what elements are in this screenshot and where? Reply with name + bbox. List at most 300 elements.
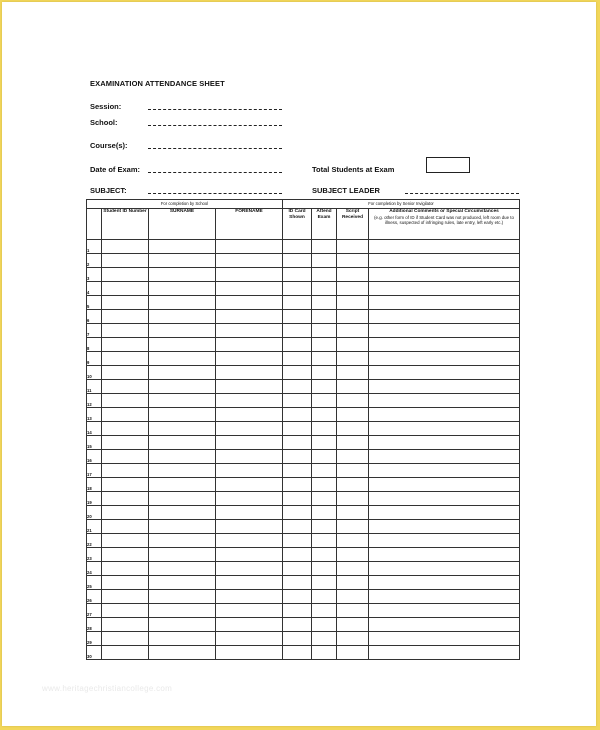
table-row [87,492,520,506]
attend-cell[interactable] [312,436,337,450]
id-card-cell[interactable] [283,506,312,520]
attend-cell[interactable] [312,380,337,394]
table-row [87,450,520,464]
script-cell[interactable] [337,240,369,254]
comments-cell[interactable] [369,618,520,632]
id-card-cell[interactable] [283,380,312,394]
id-card-cell[interactable] [283,324,312,338]
forename-cell[interactable] [216,590,283,604]
student-id-cell[interactable] [102,282,149,296]
script-cell[interactable] [337,380,369,394]
attend-cell[interactable] [312,352,337,366]
student-id-cell[interactable] [102,576,149,590]
forename-cell[interactable] [216,296,283,310]
comments-cell[interactable] [369,464,520,478]
script-cell[interactable] [337,324,369,338]
comments-cell[interactable] [369,646,520,660]
script-cell[interactable] [337,464,369,478]
student-id-cell[interactable] [102,366,149,380]
forename-cell[interactable] [216,548,283,562]
student-id-cell[interactable] [102,478,149,492]
forename-cell[interactable] [216,394,283,408]
table-row [87,646,520,660]
surname-cell[interactable] [149,324,216,338]
surname-cell[interactable] [149,604,216,618]
table-row [87,338,520,352]
comments-cell[interactable] [369,240,520,254]
script-cell[interactable] [337,576,369,590]
student-id-header: Student ID Number [102,209,149,240]
row-number: 17 [87,464,102,478]
script-cell[interactable] [337,534,369,548]
id-card-cell[interactable] [283,562,312,576]
comments-cell[interactable] [369,366,520,380]
row-number: 6 [87,310,102,324]
id-card-cell[interactable] [283,310,312,324]
table-row [87,380,520,394]
forename-cell[interactable] [216,450,283,464]
forename-cell[interactable] [216,254,283,268]
attend-cell[interactable] [312,520,337,534]
script-cell[interactable] [337,506,369,520]
row-number: 16 [87,450,102,464]
id-card-header: ID Card Shown [283,209,312,240]
id-card-cell[interactable] [283,478,312,492]
script-cell[interactable] [337,296,369,310]
table-row [87,282,520,296]
attend-cell[interactable] [312,422,337,436]
table-row [87,618,520,632]
student-id-cell[interactable] [102,338,149,352]
table-row [87,548,520,562]
comments-cell[interactable] [369,254,520,268]
surname-cell[interactable] [149,240,216,254]
forename-cell[interactable] [216,492,283,506]
table-row [87,436,520,450]
table-row [87,268,520,282]
script-cell[interactable] [337,520,369,534]
forename-cell[interactable] [216,520,283,534]
surname-cell[interactable] [149,562,216,576]
surname-cell[interactable] [149,338,216,352]
script-cell[interactable] [337,562,369,576]
surname-cell[interactable] [149,506,216,520]
attend-cell[interactable] [312,310,337,324]
watermark-text: www.heritagechristiancollege.com [42,684,173,693]
forename-cell[interactable] [216,436,283,450]
table-row [87,366,520,380]
forename-cell[interactable] [216,338,283,352]
table-row [87,464,520,478]
script-cell[interactable] [337,590,369,604]
surname-header: SURNAME [149,209,216,240]
student-id-cell[interactable] [102,590,149,604]
script-cell[interactable] [337,618,369,632]
student-id-cell[interactable] [102,310,149,324]
id-card-cell[interactable] [283,492,312,506]
surname-cell[interactable] [149,282,216,296]
forename-cell[interactable] [216,310,283,324]
forename-cell[interactable] [216,282,283,296]
surname-cell[interactable] [149,492,216,506]
attend-cell[interactable] [312,604,337,618]
table-row [87,408,520,422]
comments-cell[interactable] [369,338,520,352]
attend-cell[interactable] [312,296,337,310]
attendance-rows [87,240,520,660]
table-row [87,506,520,520]
surname-cell[interactable] [149,632,216,646]
attend-cell[interactable] [312,366,337,380]
comments-cell[interactable] [369,408,520,422]
student-id-cell[interactable] [102,534,149,548]
school-section-header: For completion by School [87,200,283,209]
table-row [87,520,520,534]
table-row [87,254,520,268]
row-number: 3 [87,268,102,282]
table-row [87,394,520,408]
script-cell[interactable] [337,646,369,660]
comments-cell[interactable] [369,506,520,520]
id-card-cell[interactable] [283,590,312,604]
forename-cell[interactable] [216,352,283,366]
comments-cell[interactable] [369,296,520,310]
attend-cell[interactable] [312,268,337,282]
table-row [87,604,520,618]
subject-leader-label: SUBJECT LEADER [312,186,380,195]
attend-cell[interactable] [312,408,337,422]
document-page [2,2,596,726]
surname-cell[interactable] [149,408,216,422]
attend-cell[interactable] [312,282,337,296]
subject-leader-line [405,193,519,194]
row-number-header [87,209,102,240]
script-cell[interactable] [337,632,369,646]
student-id-cell[interactable] [102,548,149,562]
script-cell[interactable] [337,604,369,618]
session-label: Session: [90,102,122,111]
surname-cell[interactable] [149,254,216,268]
row-number: 14 [87,422,102,436]
script-cell[interactable] [337,450,369,464]
forename-cell[interactable] [216,380,283,394]
table-row [87,310,520,324]
total-students-label: Total Students at Exam [312,165,395,174]
comments-subtitle: (e.g. other form of ID if Student Card was not produced, left room due to illness, suspected of infringing rules, late entry, left early etc.) [374,214,514,226]
comments-cell[interactable] [369,478,520,492]
attend-cell[interactable] [312,478,337,492]
row-number: 30 [87,646,102,660]
student-id-cell[interactable] [102,422,149,436]
surname-cell[interactable] [149,436,216,450]
surname-cell[interactable] [149,450,216,464]
table-row [87,632,520,646]
attend-cell[interactable] [312,548,337,562]
comments-header [369,209,520,240]
id-card-cell[interactable] [283,408,312,422]
table-row [87,324,520,338]
surname-cell[interactable] [149,268,216,282]
attend-cell[interactable] [312,324,337,338]
script-cell[interactable] [337,310,369,324]
student-id-cell[interactable] [102,324,149,338]
student-id-cell[interactable] [102,296,149,310]
script-cell[interactable] [337,436,369,450]
student-id-cell[interactable] [102,380,149,394]
session-line [148,109,282,110]
attend-cell[interactable] [312,576,337,590]
comments-cell[interactable] [369,450,520,464]
id-card-cell[interactable] [283,618,312,632]
table-row [87,576,520,590]
row-number: 1 [87,240,102,254]
comments-cell[interactable] [369,282,520,296]
surname-cell[interactable] [149,646,216,660]
forename-cell[interactable] [216,422,283,436]
forename-cell[interactable] [216,464,283,478]
surname-cell[interactable] [149,534,216,548]
comments-title: Additional Comments or Special Circumstances [389,209,499,214]
id-card-cell[interactable] [283,282,312,296]
attendance-table [86,199,520,660]
script-cell[interactable] [337,408,369,422]
table-row [87,296,520,310]
student-id-cell[interactable] [102,520,149,534]
forename-cell[interactable] [216,632,283,646]
student-id-cell[interactable] [102,464,149,478]
forename-cell[interactable] [216,604,283,618]
student-id-cell[interactable] [102,562,149,576]
date-of-exam-line [148,172,282,173]
id-card-cell[interactable] [283,394,312,408]
student-id-cell[interactable] [102,632,149,646]
forename-cell[interactable] [216,576,283,590]
surname-cell[interactable] [149,464,216,478]
comments-cell[interactable] [369,436,520,450]
forename-cell[interactable] [216,646,283,660]
script-cell[interactable] [337,282,369,296]
id-card-cell[interactable] [283,464,312,478]
script-header: Script Received [337,209,369,240]
row-number: 28 [87,618,102,632]
forename-cell[interactable] [216,506,283,520]
id-card-cell[interactable] [283,646,312,660]
id-card-cell[interactable] [283,296,312,310]
forename-cell[interactable] [216,366,283,380]
row-number: 13 [87,408,102,422]
forename-cell[interactable] [216,240,283,254]
row-number: 10 [87,366,102,380]
student-id-cell[interactable] [102,352,149,366]
student-id-cell[interactable] [102,646,149,660]
comments-cell[interactable] [369,590,520,604]
attend-cell[interactable] [312,338,337,352]
surname-cell[interactable] [149,296,216,310]
id-card-cell[interactable] [283,450,312,464]
forename-cell[interactable] [216,534,283,548]
student-id-cell[interactable] [102,408,149,422]
row-number: 21 [87,520,102,534]
script-cell[interactable] [337,366,369,380]
attend-cell[interactable] [312,394,337,408]
row-number: 20 [87,506,102,520]
row-number: 19 [87,492,102,506]
id-card-cell[interactable] [283,534,312,548]
table-row [87,534,520,548]
forename-cell[interactable] [216,324,283,338]
row-number: 8 [87,338,102,352]
surname-cell[interactable] [149,366,216,380]
date-of-exam-label: Date of Exam: [90,165,141,174]
surname-cell[interactable] [149,618,216,632]
attend-cell[interactable] [312,632,337,646]
courses-label: Course(s): [90,141,128,150]
total-students-box [426,157,470,173]
script-cell[interactable] [337,478,369,492]
surname-cell[interactable] [149,380,216,394]
surname-cell[interactable] [149,310,216,324]
row-number: 29 [87,632,102,646]
surname-cell[interactable] [149,520,216,534]
surname-cell[interactable] [149,422,216,436]
school-label: School: [90,118,118,127]
attend-cell[interactable] [312,254,337,268]
comments-cell[interactable] [369,562,520,576]
subject-line [148,193,282,194]
row-number: 25 [87,576,102,590]
comments-cell[interactable] [369,492,520,506]
attend-cell[interactable] [312,534,337,548]
comments-cell[interactable] [369,422,520,436]
script-cell[interactable] [337,352,369,366]
row-number: 15 [87,436,102,450]
student-id-cell[interactable] [102,450,149,464]
row-number: 27 [87,604,102,618]
table-row [87,562,520,576]
courses-line [148,148,282,149]
student-id-cell[interactable] [102,254,149,268]
row-number: 23 [87,548,102,562]
row-number: 18 [87,478,102,492]
id-card-cell[interactable] [283,520,312,534]
id-card-cell[interactable] [283,240,312,254]
row-number: 7 [87,324,102,338]
student-id-cell[interactable] [102,436,149,450]
forename-header: FORENAME [216,209,283,240]
surname-cell[interactable] [149,478,216,492]
attend-cell[interactable] [312,464,337,478]
row-number: 9 [87,352,102,366]
student-id-cell[interactable] [102,604,149,618]
school-line [148,125,282,126]
comments-cell[interactable] [369,324,520,338]
invigilator-section-header: For completion by Senior Invigilator [283,200,520,209]
table-row [87,590,520,604]
script-cell[interactable] [337,268,369,282]
forename-cell[interactable] [216,562,283,576]
id-card-cell[interactable] [283,548,312,562]
surname-cell[interactable] [149,590,216,604]
attend-cell[interactable] [312,492,337,506]
script-cell[interactable] [337,338,369,352]
row-number: 5 [87,296,102,310]
id-card-cell[interactable] [283,632,312,646]
surname-cell[interactable] [149,576,216,590]
id-card-cell[interactable] [283,604,312,618]
id-card-cell[interactable] [283,268,312,282]
id-card-cell[interactable] [283,436,312,450]
surname-cell[interactable] [149,352,216,366]
id-card-cell[interactable] [283,338,312,352]
table-row [87,422,520,436]
comments-cell[interactable] [369,394,520,408]
comments-cell[interactable] [369,380,520,394]
comments-cell[interactable] [369,534,520,548]
table-row [87,478,520,492]
comments-cell[interactable] [369,548,520,562]
student-id-cell[interactable] [102,268,149,282]
comments-cell[interactable] [369,268,520,282]
row-number: 11 [87,380,102,394]
attend-header: Attend Exam [312,209,337,240]
attend-cell[interactable] [312,506,337,520]
row-number: 4 [87,282,102,296]
attend-cell[interactable] [312,450,337,464]
id-card-cell[interactable] [283,352,312,366]
attend-cell[interactable] [312,562,337,576]
surname-cell[interactable] [149,394,216,408]
script-cell[interactable] [337,254,369,268]
student-id-cell[interactable] [102,618,149,632]
id-card-cell[interactable] [283,576,312,590]
student-id-cell[interactable] [102,394,149,408]
attend-cell[interactable] [312,646,337,660]
student-id-cell[interactable] [102,492,149,506]
comments-cell[interactable] [369,604,520,618]
forename-cell[interactable] [216,478,283,492]
row-number: 22 [87,534,102,548]
script-cell[interactable] [337,422,369,436]
id-card-cell[interactable] [283,254,312,268]
row-number: 26 [87,590,102,604]
script-cell[interactable] [337,492,369,506]
comments-cell[interactable] [369,520,520,534]
script-cell[interactable] [337,394,369,408]
student-id-cell[interactable] [102,506,149,520]
comments-cell[interactable] [369,576,520,590]
row-number: 24 [87,562,102,576]
id-card-cell[interactable] [283,422,312,436]
script-cell[interactable] [337,548,369,562]
student-id-cell[interactable] [102,240,149,254]
attend-cell[interactable] [312,590,337,604]
surname-cell[interactable] [149,548,216,562]
forename-cell[interactable] [216,408,283,422]
forename-cell[interactable] [216,618,283,632]
comments-cell[interactable] [369,310,520,324]
attend-cell[interactable] [312,240,337,254]
row-number: 2 [87,254,102,268]
id-card-cell[interactable] [283,366,312,380]
forename-cell[interactable] [216,268,283,282]
row-number: 12 [87,394,102,408]
attend-cell[interactable] [312,618,337,632]
comments-cell[interactable] [369,632,520,646]
table-row [87,352,520,366]
subject-label: SUBJECT: [90,186,127,195]
sheet-title: EXAMINATION ATTENDANCE SHEET [90,79,225,88]
comments-cell[interactable] [369,352,520,366]
